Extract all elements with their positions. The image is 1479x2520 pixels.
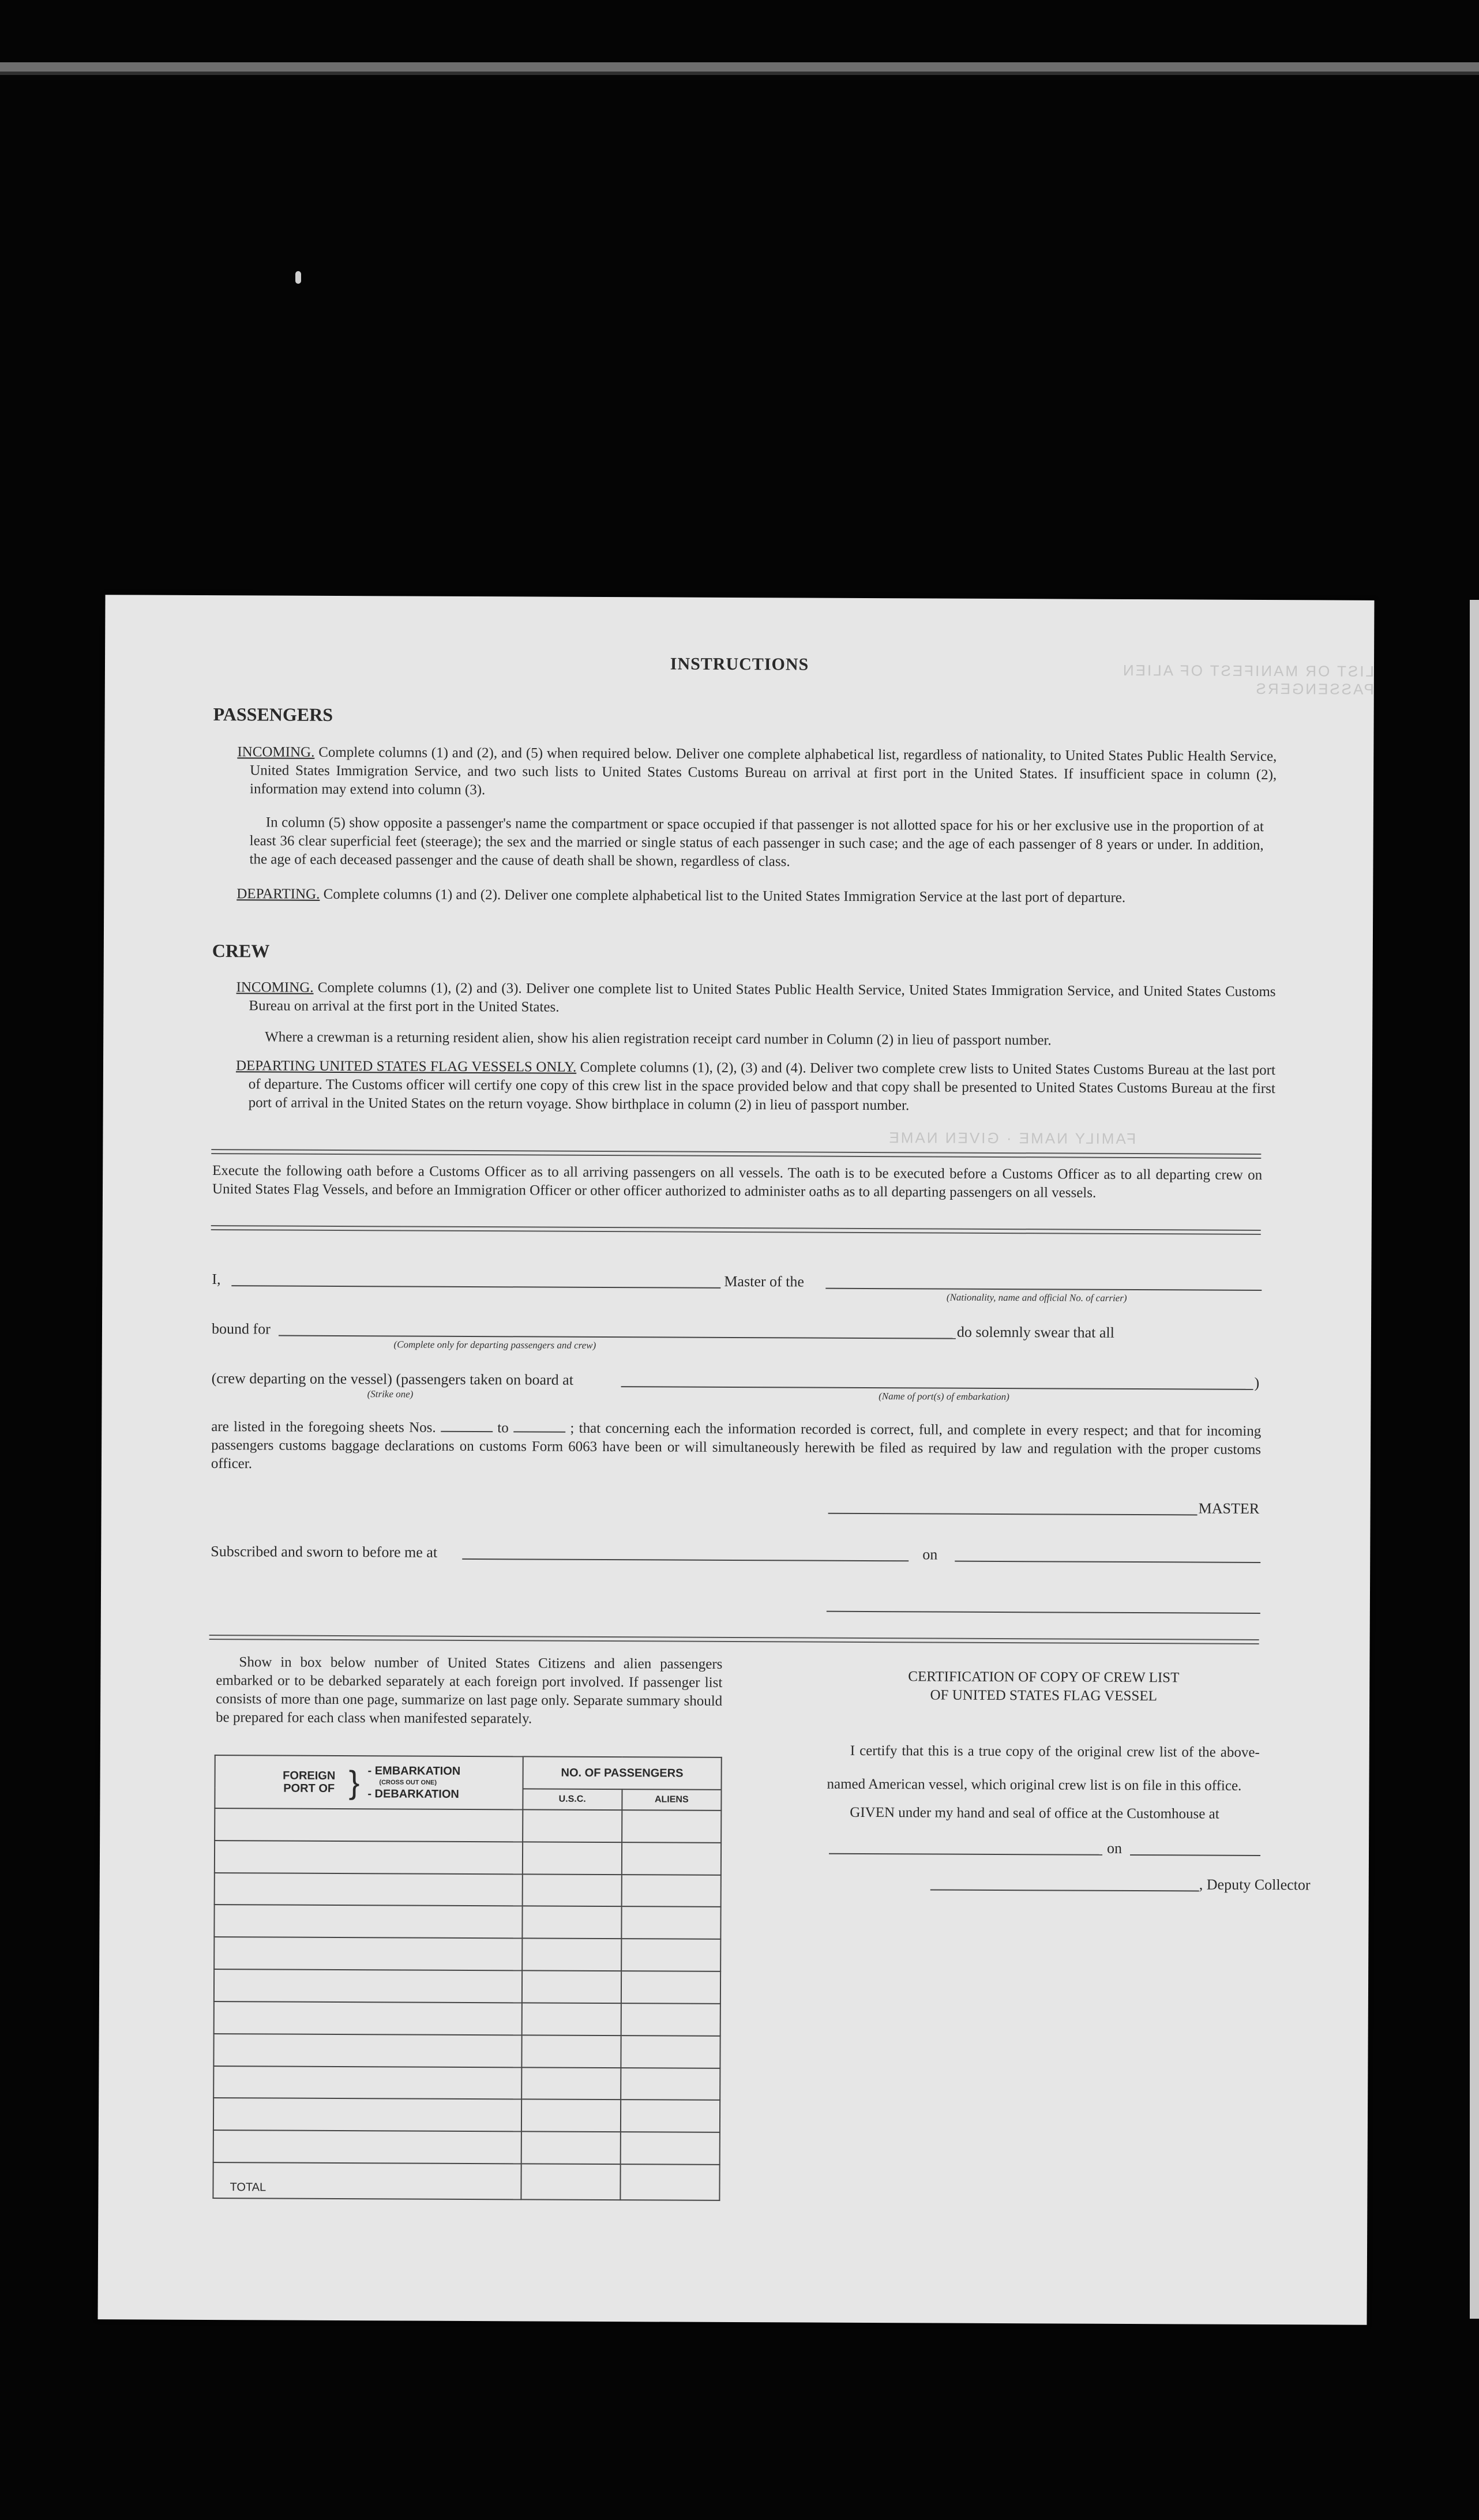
passengers-departing-paragraph xyxy=(237,885,1276,908)
port-cell[interactable] xyxy=(215,1841,523,1874)
certification-title-line2: OF UNITED STATES FLAG VESSEL xyxy=(930,1687,1157,1704)
embarkation-option: - EMBARKATION xyxy=(367,1764,461,1778)
summary-instructions: Show in box below number of United States Citizens and alien passengers embarked or to be debarked separately at each foreign port involved. If passenger list consists of more than one page, summarize on last page only. Separate summary should be prepared for each class when manifested separately. xyxy=(215,1654,723,1727)
port-cell[interactable] xyxy=(214,1905,522,1938)
crew-incoming-paragraph xyxy=(236,978,1275,1020)
port-header-cell xyxy=(215,1755,523,1809)
certification-text: I certify that this is a true copy of the original crew list of the above-named American vessel, which original crew list is on file in this office. xyxy=(827,1742,1260,1794)
cross-out-note: (CROSS OUT ONE) xyxy=(379,1779,437,1786)
listed-sheets-label: are listed in the foregoing sheets Nos. xyxy=(211,1419,436,1436)
close-paren: ) xyxy=(1254,1374,1260,1391)
bleed-through-text: FAMILY NAME · GIVEN NAME xyxy=(887,1129,1136,1148)
certification-title-line1: CERTIFICATION OF COPY OF CREW LIST xyxy=(908,1669,1180,1686)
debarkation-option: - DEBARKATION xyxy=(367,1787,459,1801)
certification-place-line[interactable] xyxy=(829,1853,1102,1856)
passengers-incoming-text: Complete columns (1) and (2), and (5) when required below. Deliver one complete alphabetical list, regardless of nationality, to United States Public Health Service, United States Immigration Service, and two such lists to United States Customs Bureau on arrival at first port in the United States. If insufficient space in column (2), information may extend into column (3). xyxy=(250,744,1277,798)
port-cell[interactable] xyxy=(213,2098,521,2131)
port-cell[interactable] xyxy=(213,2130,521,2164)
carrier-line[interactable] xyxy=(825,1288,1262,1291)
usc-cell[interactable] xyxy=(521,2035,621,2068)
aliens-cell[interactable] xyxy=(621,1875,720,1907)
crew-departing-paragraph xyxy=(236,1057,1275,1117)
foreign-port-label: FOREIGN PORT OF xyxy=(283,1769,336,1795)
crew-incoming-label: INCOMING. xyxy=(236,979,314,996)
aliens-cell[interactable] xyxy=(621,2100,720,2132)
certification-title xyxy=(827,1668,1260,1706)
aliens-cell[interactable] xyxy=(622,1842,721,1875)
bound-for-label: bound for xyxy=(211,1320,271,1338)
adjacent-page-edge xyxy=(1470,600,1479,2319)
subscribed-date-line[interactable] xyxy=(955,1561,1260,1563)
listed-sheets-text: ; that concerning each the information recorded is correct, full, and complete in every respect; and that for incoming passengers customs baggage declarations on customs Form 6063 have been or will simultaneously herewith be filed as required by law and regulation with the proper customs officer. xyxy=(211,1420,1262,1472)
usc-cell[interactable] xyxy=(522,1874,621,1907)
aliens-cell[interactable] xyxy=(621,1971,720,2004)
port-cell[interactable] xyxy=(213,2066,521,2100)
passengers-column5-paragraph: In column (5) show opposite a passenger's name the compartment or space occupied if that passenger is not allotted space for his or her exclusive use in the proportion of at least 36 clear superficial feet (steerage); the sex and the married or single status of each passenger in such case; and the age of each passenger of 8 years or under. In addition, the age of each deceased passenger and the cause of death shall be shown, regardless of class. xyxy=(249,814,1264,870)
passengers-departing-label: DEPARTING. xyxy=(237,886,320,902)
port-cell[interactable] xyxy=(215,1873,523,1906)
aliens-cell[interactable] xyxy=(620,2132,719,2165)
passengers-departing-text: Complete columns (1) and (2). Deliver one complete alphabetical list to the United States Immigration Service at the last port of departure. xyxy=(323,886,1126,906)
embarkation-ports-line[interactable] xyxy=(621,1386,1253,1390)
master-of-the-label: Master of the xyxy=(724,1272,805,1290)
port-cell[interactable] xyxy=(214,2001,522,2035)
officer-signature-line[interactable] xyxy=(827,1611,1260,1614)
no-of-passengers-header: NO. OF PASSENGERS xyxy=(523,1756,721,1790)
embark-debark-options xyxy=(367,1765,460,1800)
aliens-cell[interactable] xyxy=(621,2003,720,2036)
master-label: MASTER xyxy=(1198,1500,1260,1517)
usc-cell[interactable] xyxy=(521,2100,621,2132)
sheet-to-label: to xyxy=(497,1420,509,1436)
bound-for-caption: (Complete only for departing passengers and crew) xyxy=(393,1339,596,1351)
brace-glyph: } xyxy=(348,1764,360,1801)
crew-heading: CREW xyxy=(212,940,270,962)
document-page xyxy=(97,595,1374,2325)
usc-cell[interactable] xyxy=(522,1970,621,2003)
passengers-heading: PASSENGERS xyxy=(213,704,333,725)
ports-caption: (Name of port(s) of embarkation) xyxy=(879,1391,1009,1403)
usc-cell[interactable] xyxy=(523,1809,622,1842)
aliens-cell[interactable] xyxy=(621,1907,720,1940)
master-name-line[interactable] xyxy=(231,1285,720,1289)
aliens-header: ALIENS xyxy=(622,1789,721,1811)
page-title: INSTRUCTIONS xyxy=(670,654,809,674)
sheet-to-line[interactable] xyxy=(513,1419,565,1432)
total-label: TOTAL xyxy=(213,2162,521,2199)
master-signature-line[interactable] xyxy=(828,1513,1198,1516)
aliens-total-cell[interactable] xyxy=(620,2164,719,2200)
aliens-cell[interactable] xyxy=(621,2035,720,2068)
passengers-incoming-label: INCOMING. xyxy=(237,744,315,760)
usc-cell[interactable] xyxy=(522,1939,621,1971)
port-cell[interactable] xyxy=(213,2034,521,2067)
section-rule xyxy=(211,1149,1261,1159)
certification-date-line[interactable] xyxy=(1130,1854,1260,1856)
sheet-from-line[interactable] xyxy=(441,1419,493,1432)
aliens-cell[interactable] xyxy=(621,2068,720,2101)
usc-cell[interactable] xyxy=(523,1842,622,1875)
solemnly-swear-label: do solemnly swear that all xyxy=(956,1323,1114,1341)
subscribed-place-line[interactable] xyxy=(462,1558,909,1561)
film-speck xyxy=(295,271,301,284)
crew-departing-label: DEPARTING UNITED STATES FLAG VESSELS ONLY. xyxy=(235,1058,577,1075)
crew-resident-paragraph: Where a crewman is a returning resident alien, show his alien registration receipt card number in Column (2) in lieu of passport number. xyxy=(265,1029,1052,1049)
passengers-incoming-paragraph xyxy=(237,743,1277,803)
film-edge-shadow xyxy=(0,72,1479,75)
crew-departing-text: Complete columns (1), (2), (3) and (4). Deliver two complete crew lists to United States Customs Bureau at the last port of departure. The Customs officer will certify one copy of this crew list in the space provided below and that copy shall be presented to United States Customs Bureau at the first port of arrival in the United States on the return voyage. Show birthplace in column (2) in lieu of passport number. xyxy=(248,1059,1276,1114)
section-rule xyxy=(211,1225,1261,1235)
usc-cell[interactable] xyxy=(521,2003,621,2035)
aliens-cell[interactable] xyxy=(621,1939,720,1971)
deputy-collector-label: , Deputy Collector xyxy=(1199,1876,1311,1894)
port-cell[interactable] xyxy=(215,1808,523,1842)
port-cell[interactable] xyxy=(214,1969,522,2003)
usc-cell[interactable] xyxy=(521,2132,620,2165)
film-edge-band xyxy=(0,62,1479,72)
aliens-cell[interactable] xyxy=(622,1810,721,1843)
oath-intro: Execute the following oath before a Customs Officer as to all arriving passengers on all vessels. The oath is to be executed before a Customs Officer as to all departing crew on United States Flag Vessels, and before an Immigration Officer or other officer authorized to administer oaths as to all departing passengers on all vessels. xyxy=(212,1163,1263,1201)
carrier-caption: (Nationality, name and official No. of carrier) xyxy=(946,1291,1127,1304)
crew-incoming-text: Complete columns (1), (2) and (3). Deliver one complete list to United States Public Health Service, United States Immigration Service, and United States Customs Bureau on arrival at the first port in the United States. xyxy=(249,979,1276,1015)
deputy-collector-line[interactable] xyxy=(930,1889,1199,1891)
subscribed-on-label: on xyxy=(922,1546,938,1563)
certification-given: GIVEN under my hand and seal of office at the Customhouse at xyxy=(850,1804,1219,1822)
crew-passengers-label: (crew departing on the vessel) (passengers taken on board at xyxy=(211,1370,574,1388)
subscribed-label: Subscribed and sworn to before me at xyxy=(211,1543,438,1561)
port-cell[interactable] xyxy=(214,1937,522,1970)
listed-sheets-paragraph xyxy=(211,1418,1261,1478)
bleed-through-text: LIST OR MANIFEST OF ALIEN PASSENGERS xyxy=(1121,661,1375,698)
strike-one-caption: (Strike one) xyxy=(367,1388,414,1400)
certification-on-label: on xyxy=(1107,1839,1123,1857)
usc-cell[interactable] xyxy=(522,1906,621,1939)
passenger-summary-table xyxy=(212,1755,722,2201)
usc-cell[interactable] xyxy=(521,2067,621,2100)
usc-total-cell[interactable] xyxy=(521,2164,620,2200)
section-rule xyxy=(209,1635,1259,1644)
usc-header: U.S.C. xyxy=(523,1789,622,1810)
oath-i-label: I, xyxy=(212,1271,221,1288)
